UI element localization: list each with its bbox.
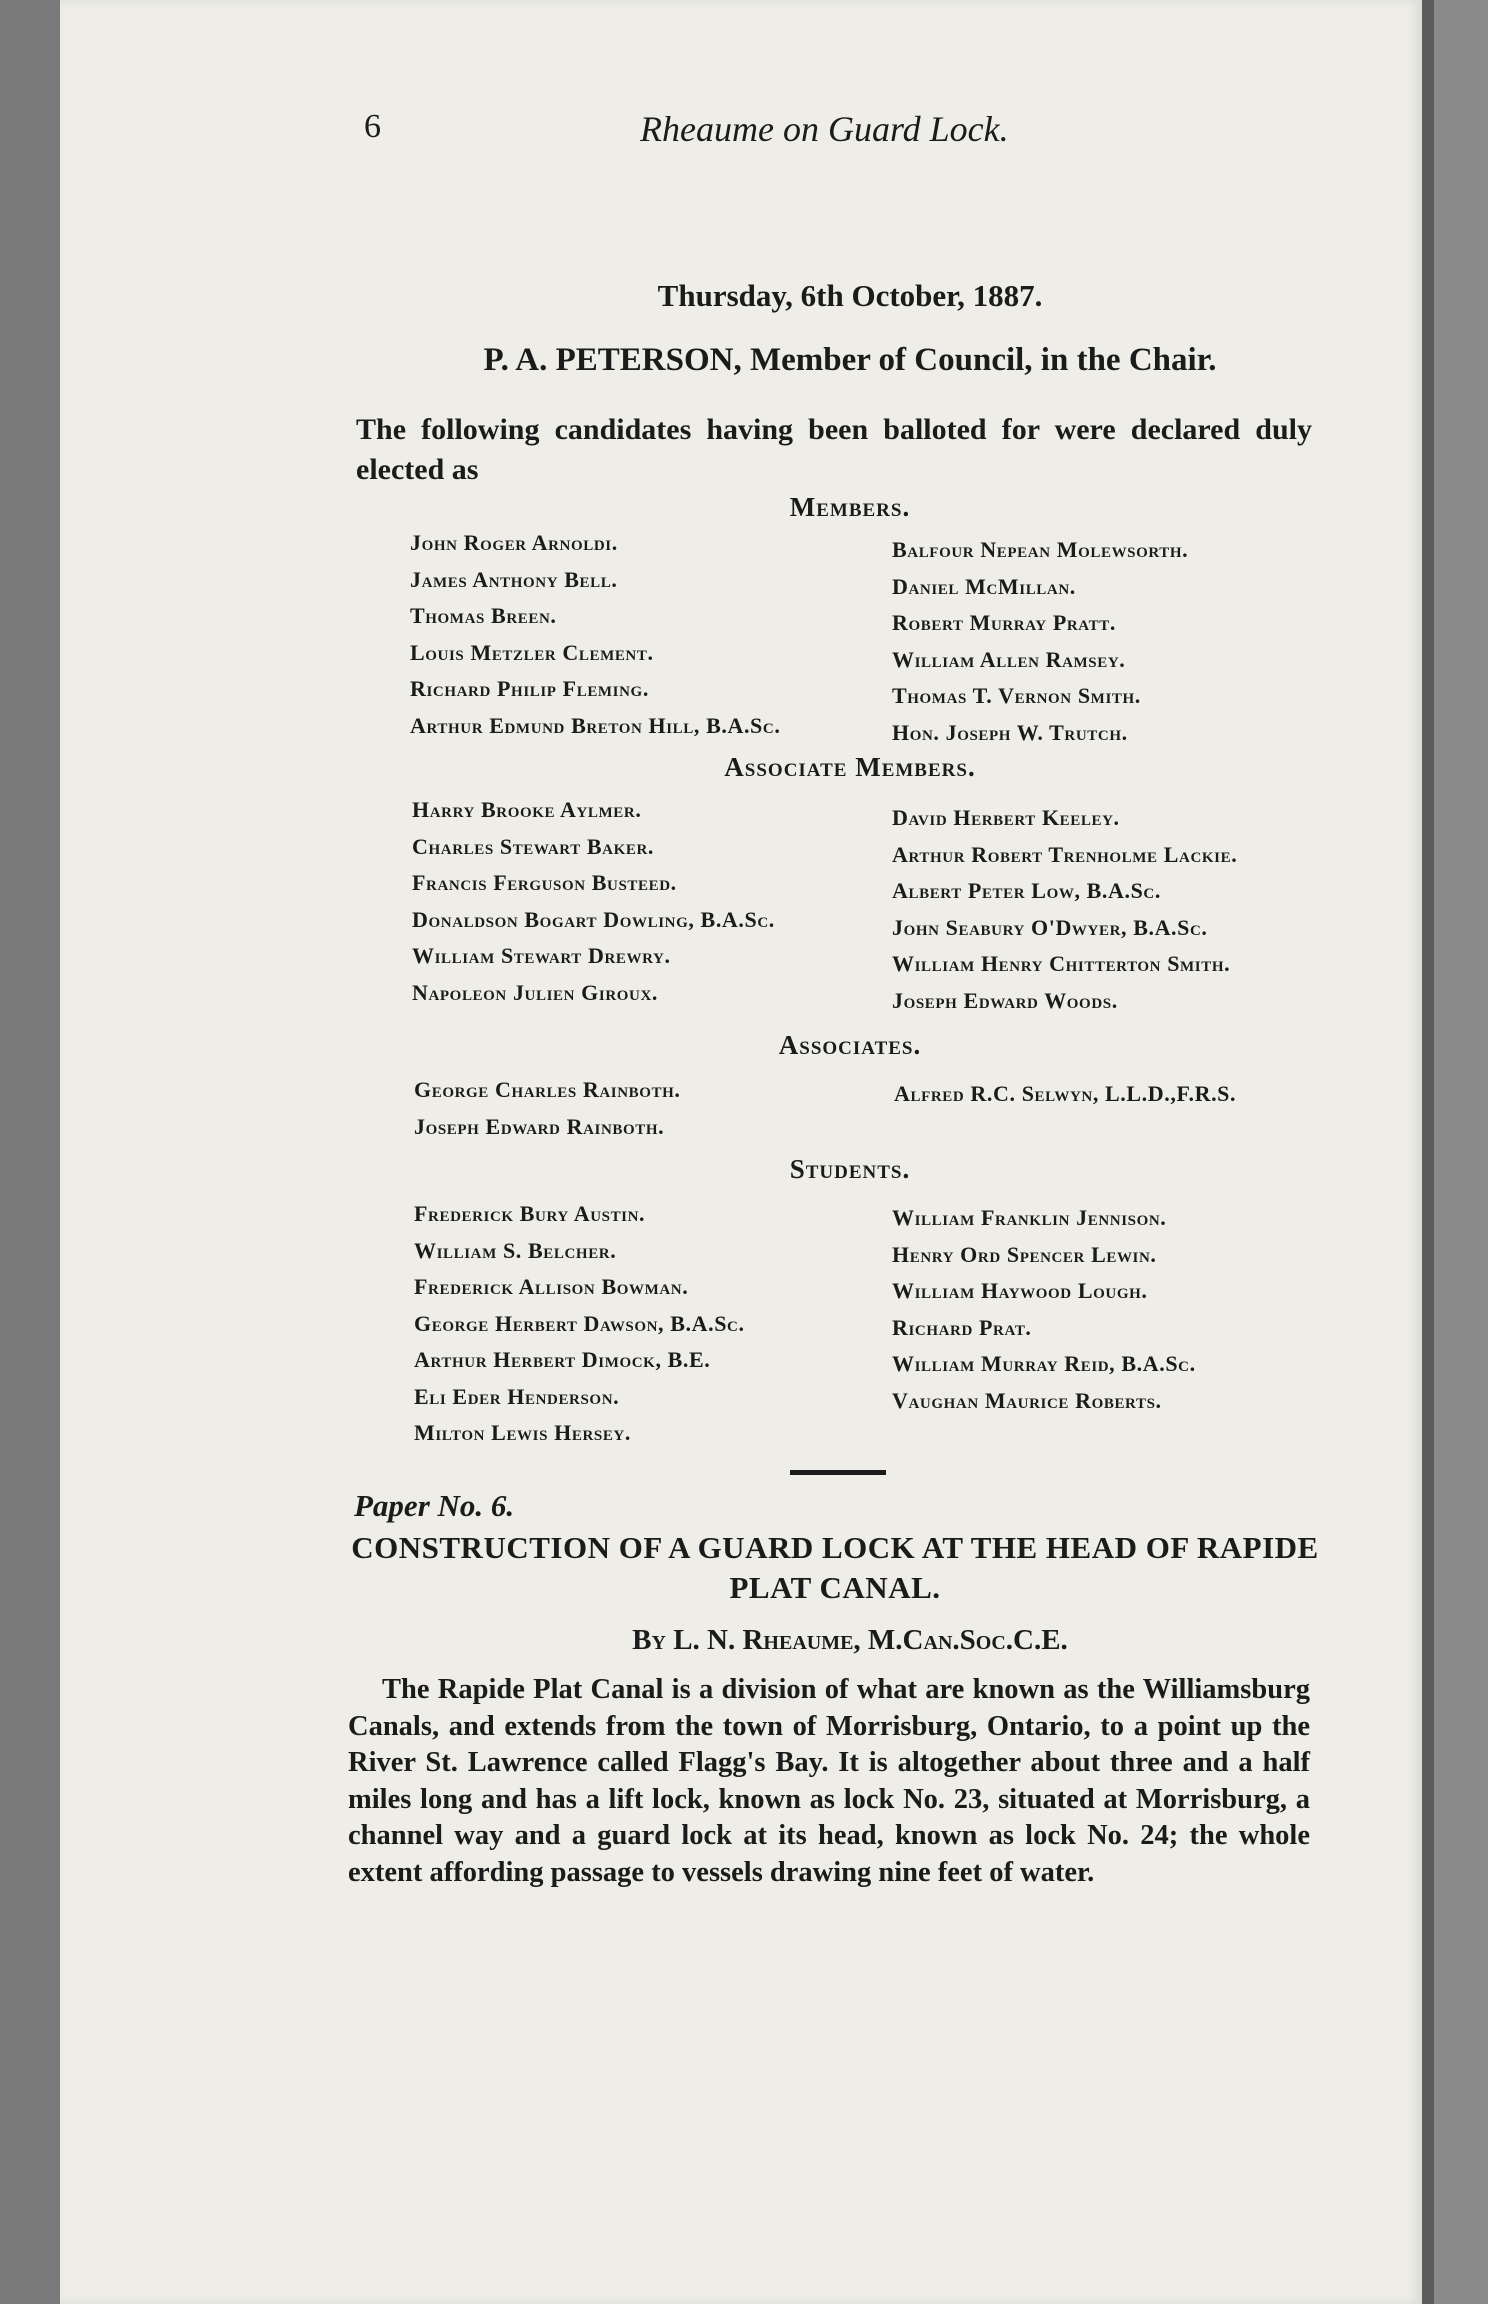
list-item: William Franklin Jennison.: [892, 1205, 1167, 1230]
meeting-date: Thursday, 6th October, 1887.: [657, 278, 1043, 313]
list-item: Frederick Bury Austin.: [414, 1201, 646, 1226]
list-item: William Haywood Lough.: [892, 1278, 1148, 1303]
list-item: William Allen Ramsey.: [892, 646, 1126, 672]
list-item: Hon. Joseph W. Trutch.: [892, 719, 1128, 745]
list-item: Francis Ferguson Busteed.: [412, 870, 677, 895]
list-item: Harry Brooke Aylmer.: [412, 797, 642, 822]
list-item: Louis Metzler Clement.: [410, 639, 654, 665]
members-right-list: [892, 532, 1188, 751]
list-item: Eli Eder Henderson.: [414, 1383, 620, 1409]
list-item: Arthur Edmund Breton Hill, B.A.Sc.: [410, 712, 781, 738]
list-item: George Charles Rainboth.: [414, 1077, 681, 1102]
list-item: James Anthony Bell.: [410, 566, 618, 592]
list-item: Richard Philip Fleming.: [410, 676, 649, 701]
associate-members-right-list: [892, 800, 1237, 1019]
list-item: William Stewart Drewry.: [412, 943, 671, 968]
list-item: Milton Lewis Hersey.: [414, 1420, 631, 1445]
list-item: William S. Belcher.: [414, 1237, 617, 1263]
list-item: Balfour Nepean Molewsorth.: [892, 537, 1189, 562]
list-item: Robert Murray Pratt.: [892, 610, 1116, 635]
list-item: Thomas Breen.: [410, 603, 557, 628]
associate-members-left-list: [412, 792, 775, 1011]
list-item: Richard Prat.: [892, 1314, 1032, 1340]
list-item: Henry Ord Spencer Lewin.: [892, 1241, 1157, 1267]
members-left-list: [410, 525, 780, 744]
page-gutter-shadow: [1422, 0, 1434, 2304]
list-item: Thomas T. Vernon Smith.: [892, 683, 1141, 708]
section-divider-rule: [790, 1470, 886, 1475]
students-right-list: [892, 1200, 1196, 1419]
paper-label: Paper No. 6.: [354, 1488, 515, 1523]
associate-members-heading: Associate Members.: [724, 752, 976, 782]
list-item: Arthur Herbert Dimock, B.E.: [414, 1347, 711, 1372]
students-left-list: [414, 1196, 745, 1452]
scan-margin: [1434, 0, 1488, 2304]
list-item: Frederick Allison Bowman.: [414, 1274, 689, 1299]
associates-right-list: [894, 1076, 1236, 1113]
list-item: William Murray Reid, B.A.Sc.: [892, 1351, 1196, 1376]
paper-byline: By L. N. Rheaume, M.Can.Soc.C.E.: [632, 1624, 1068, 1656]
list-item: Arthur Robert Trenholme Lackie.: [892, 841, 1238, 867]
list-item: John Seabury O'Dwyer, B.A.Sc.: [892, 914, 1208, 940]
paper-body-paragraph: The Rapide Plat Canal is a division of what are known as the Williamsburg Canals, and extends from the town of Morrisburg, Ontario, to a point up the River St. Lawrence called Flagg's Bay. It is altogether about three and a half miles long and has a lift lock, known as lock No. 23, situated at Morrisburg, a channel way and a guard lock at its head, known as lock No. 24; the whole extent affording passage to vessels drawing nine feet of water.: [348, 1674, 1310, 1888]
list-item: Joseph Edward Woods.: [892, 987, 1118, 1013]
intro-paragraph: The following candidates having been balloted for were declared duly elected as: [356, 413, 1312, 486]
list-item: John Roger Arnoldi.: [410, 530, 618, 555]
list-item: Donaldson Bogart Dowling, B.A.Sc.: [412, 906, 775, 932]
list-item: Daniel McMillan.: [892, 573, 1076, 599]
associates-heading: Associates.: [778, 1030, 922, 1060]
running-title: Rheaume on Guard Lock.: [640, 109, 1009, 149]
list-item: William Henry Chitterton Smith.: [892, 951, 1231, 976]
list-item: Joseph Edward Rainboth.: [414, 1113, 665, 1139]
list-item: Charles Stewart Baker.: [412, 833, 655, 859]
list-item: Alfred R.C. Selwyn, L.L.D.,F.R.S.: [894, 1081, 1237, 1106]
list-item: David Herbert Keeley.: [892, 805, 1120, 830]
list-item: George Herbert Dawson, B.A.Sc.: [414, 1310, 745, 1336]
list-item: Napoleon Julien Giroux.: [412, 979, 658, 1005]
associates-left-list: [414, 1072, 681, 1145]
students-heading: Students.: [789, 1154, 911, 1184]
meeting-chair: P. A. PETERSON, Member of Council, in the Chair.: [483, 342, 1217, 378]
members-heading: Members.: [789, 492, 911, 522]
list-item: Albert Peter Low, B.A.Sc.: [892, 878, 1161, 903]
list-item: Vaughan Maurice Roberts.: [892, 1387, 1162, 1413]
page-number: 6: [364, 108, 381, 145]
paper-title: CONSTRUCTION OF A GUARD LOCK AT THE HEAD OF RAPIDE PLAT CANAL.: [351, 1530, 1319, 1605]
